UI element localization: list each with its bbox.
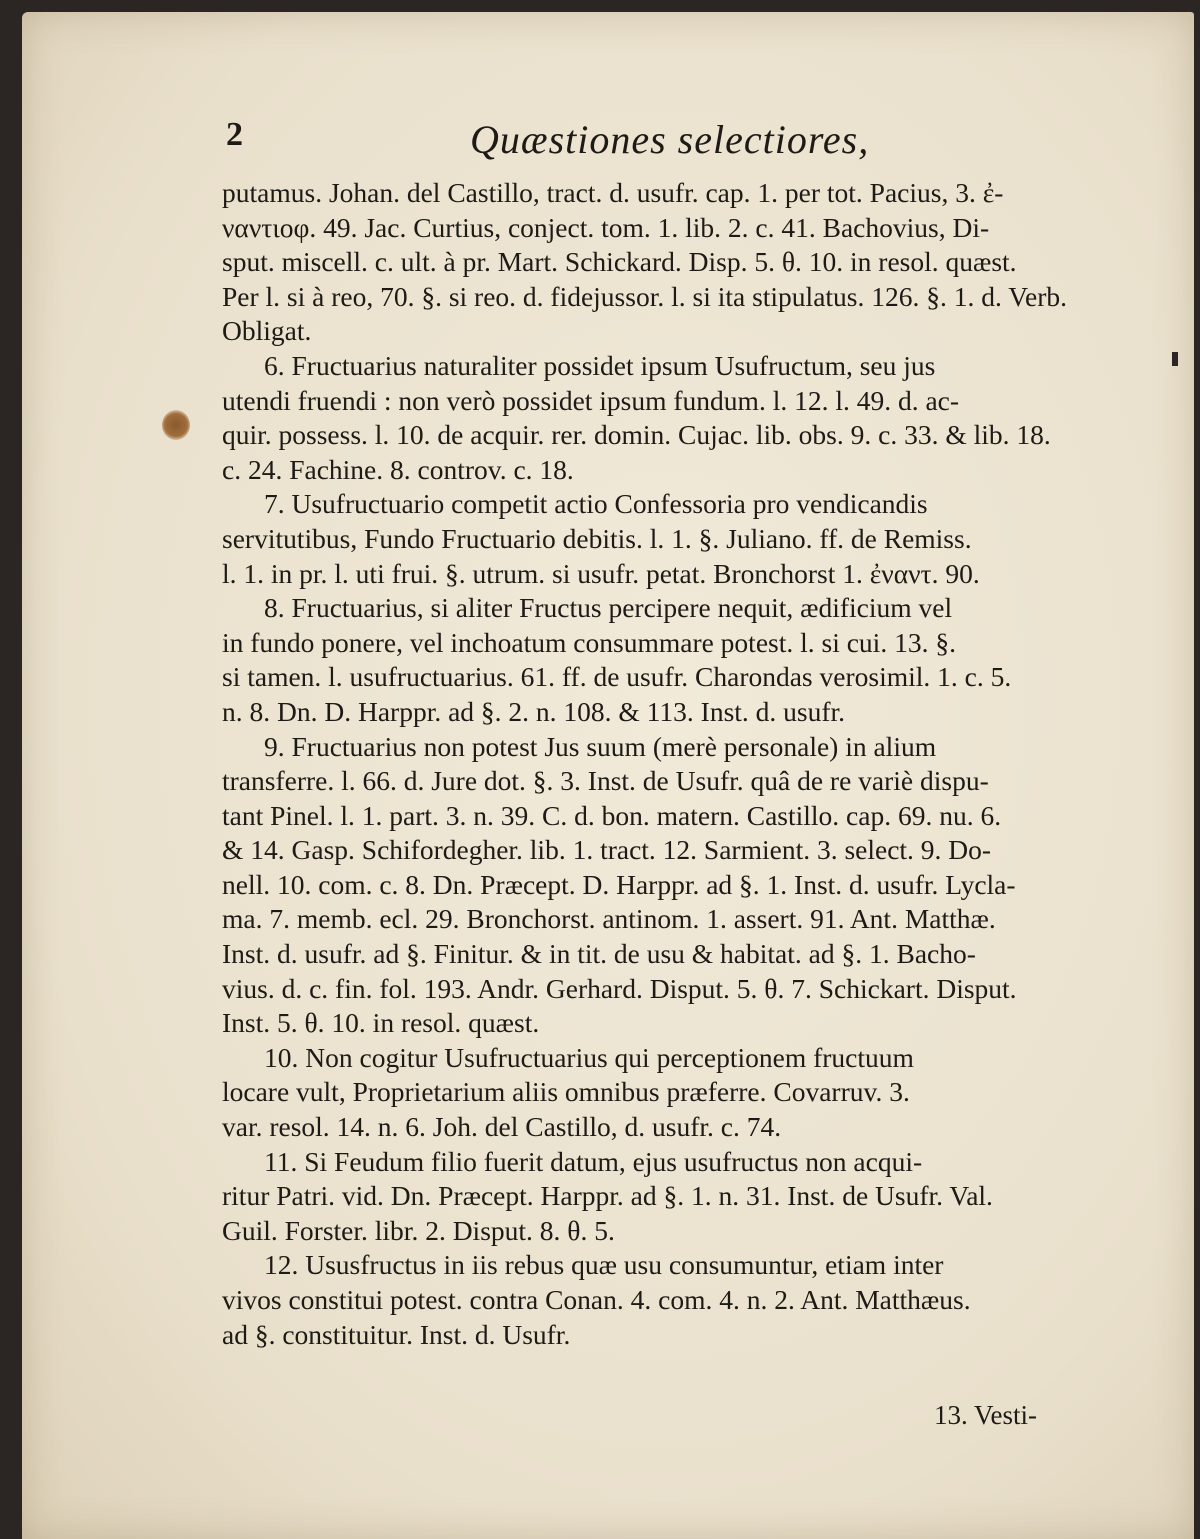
text-line: tant Pinel. l. 1. part. 3. n. 39. C. d. bon. matern. Castillo. cap. 69. nu. 6. <box>222 799 1002 831</box>
body-text <box>222 176 1067 1352</box>
text-line: 12. Ususfructus in iis rebus quæ usu consumuntur, etiam inter <box>264 1249 944 1281</box>
text-line: l. 1. in pr. l. uti frui. §. utrum. si usufr. petat. Bronchorst 1. ἐναντ. 90. <box>222 557 980 589</box>
text-line: Obligat. <box>222 315 312 347</box>
text-line: locare vult, Proprietarium aliis omnibus præferre. Covarruv. 3. <box>222 1076 910 1108</box>
text-line: 6. Fructuarius naturaliter possidet ipsum Usufructum, seu jus <box>264 349 936 381</box>
text-line: sput. miscell. c. ult. à pr. Mart. Schickard. Disp. 5. θ. 10. in resol. quæst. <box>222 246 1017 278</box>
text-line: transferre. l. 66. d. Jure dot. §. 3. Inst. de Usufr. quâ de re variè dispu- <box>222 765 989 797</box>
page-number: 2 <box>226 116 243 153</box>
text-line: ma. 7. memb. ecl. 29. Bronchorst. antinom. 1. assert. 91. Ant. Matthæ. <box>222 903 996 935</box>
text-line: ad §. constituitur. Inst. d. Usufr. <box>222 1318 571 1350</box>
text-line: Inst. 5. θ. 10. in resol. quæst. <box>222 1007 540 1039</box>
text-line: n. 8. Dn. D. Harppr. ad §. 2. n. 108. & 113. Inst. d. usufr. <box>222 695 846 727</box>
text-line: vivos constitui potest. contra Conan. 4. com. 4. n. 2. Ant. Matthæus. <box>222 1284 971 1315</box>
text-line: quir. possess. l. 10. de acquir. rer. domin. Cujac. lib. obs. 9. c. 33. & lib. 18. <box>222 419 1051 451</box>
text-line: Guil. Forster. libr. 2. Disput. 8. θ. 5. <box>222 1214 615 1246</box>
text-line: c. 24. Fachine. 8. controv. c. 18. <box>222 453 574 485</box>
text-line: 10. Non cogitur Usufructuarius qui perceptionem fructuum <box>264 1041 914 1073</box>
text-line: in fundo ponere, vel inchoatum consummare potest. l. si cui. 13. §. <box>222 626 956 658</box>
text-line: si tamen. l. usufructuarius. 61. ff. de usufr. Charondas verosimil. 1. c. 5. <box>222 661 1012 693</box>
ink-stain <box>162 410 190 440</box>
running-title: Quæstiones selectiores, <box>470 117 870 162</box>
text-line: nell. 10. com. c. 8. Dn. Præcept. D. Harppr. ad §. 1. Inst. d. usufr. Lycla- <box>222 868 1016 900</box>
text-line: 8. Fructuarius, si aliter Fructus percipere nequit, ædificium vel <box>264 592 953 624</box>
text-line: 11. Si Feudum filio fuerit datum, ejus usufructus non acqui- <box>264 1145 923 1177</box>
text-line: utendi fruendi : non verò possidet ipsum fundum. l. 12. l. 49. d. ac- <box>222 384 960 416</box>
text-line: 7. Usufructuario competit actio Confessoria pro vendicandis <box>264 488 928 520</box>
text-line: ritur Patri. vid. Dn. Præcept. Harppr. ad §. 1. n. 31. Inst. de Usufr. Val. <box>222 1180 993 1212</box>
text-line: vius. d. c. fin. fol. 193. Andr. Gerhard. Disput. 5. θ. 7. Schickart. Disput. <box>222 972 1017 1004</box>
text-line: & 14. Gasp. Schifordegher. lib. 1. tract. 12. Sarmient. 3. select. 9. Do- <box>222 834 992 866</box>
text-line: ναντιοφ. 49. Jac. Curtius, conject. tom. 1. lib. 2. c. 41. Bachovius, Di- <box>222 211 990 243</box>
text-line: servitutibus, Fundo Fructuario debitis. l. 1. §. Juliano. ff. de Remiss. <box>222 522 972 554</box>
text-line: 9. Fructuarius non potest Jus suum (merè personale) in alium <box>264 730 937 762</box>
book-page <box>22 12 1194 1539</box>
page-header <box>22 116 1194 166</box>
text-line: putamus. Johan. del Castillo, tract. d. usufr. cap. 1. per tot. Pacius, 3. ἐ- <box>222 177 1004 208</box>
text-line: var. resol. 14. n. 6. Joh. del Castillo, d. usufr. c. 74. <box>222 1111 782 1143</box>
page-edge-mark <box>1172 352 1178 366</box>
text-line: Per l. si à reo, 70. §. si reo. d. fidejussor. l. si ita stipulatus. 126. §. 1. d. Verb. <box>222 280 1068 312</box>
text-line: Inst. d. usufr. ad §. Finitur. & in tit. de usu & habitat. ad §. 1. Bacho- <box>222 938 976 970</box>
catchword: 13. Vesti- <box>934 1400 1038 1430</box>
